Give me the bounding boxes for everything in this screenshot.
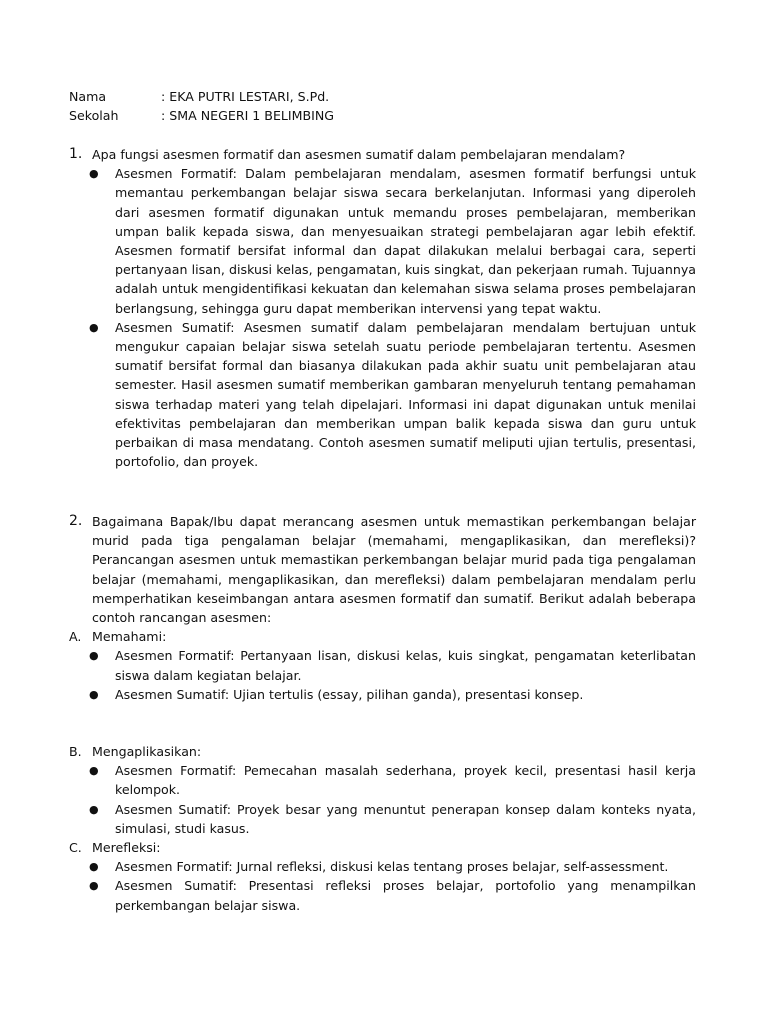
bullet-icon: ● — [89, 320, 99, 334]
school-row — [69, 106, 334, 125]
question-1 — [69, 145, 696, 471]
bullet-list — [89, 761, 696, 838]
bullet-icon: ● — [89, 649, 99, 663]
list-item — [89, 857, 696, 876]
bullet-text: Asesmen Sumatif: Asesmen sumatif dalam pembelajaran mendalam bertujuan untuk mengukur capaian belajar siswa setelah suatu periode pembelajaran tertentu. Asesmen sumatif bersifat formal dan biasanya dilakukan pada akhir suatu unit pembelajaran atau semester. Hasil asesmen sumatif memberikan gambaran menyeluruh tentang pemahaman siswa terhadap materi yang telah dipelajari. Informasi ini dapat digunakan untuk menilai efektivitas pembelajaran dan memberikan umpan balik kepada siswa dan guru untuk perbaikan di masa mendatang. Contoh asesmen sumatif meliputi ujian tertulis, presentasi, portofolio, dan proyek. — [115, 319, 696, 470]
list-item — [89, 761, 696, 799]
section-a — [69, 627, 696, 704]
question-text: Bagaimana Bapak/Ibu dapat merancang asesmen untuk memastikan perkembangan belajar murid pada tiga pengalaman belajar (memahami, mengaplikasikan, dan merefleksi)? Perancangan asesmen untuk memastikan perkembangan belajar murid pada tiga pengalaman belajar (memahami, mengaplikasikan, dan merefleksi) dalam pembelajaran mendalam perlu memperhatikan keseimbangan antara asesmen formatif dan sumatif. Berikut adalah beberapa contoh rancangan asesmen: — [92, 514, 696, 626]
bullet-icon: ● — [89, 687, 99, 701]
list-item — [89, 876, 696, 914]
section-title: Merefleksi: — [92, 840, 161, 856]
school-label: Sekolah — [69, 108, 119, 124]
bullet-text: Asesmen Formatif: Jurnal refleksi, diskusi kelas tentang proses belajar, self-assessment. — [115, 859, 669, 875]
name-label: Nama — [69, 89, 107, 104]
name-value: : EKA PUTRI LESTARI, S.Pd. — [161, 89, 330, 104]
list-item — [89, 318, 696, 472]
question-number: 2. — [69, 513, 83, 529]
bullet-icon: ● — [89, 860, 99, 874]
list-item — [89, 646, 696, 684]
bullet-text: Asesmen Sumatif: Ujian tertulis (essay, pilihan ganda), presentasi konsep. — [115, 686, 584, 702]
bullet-list — [89, 857, 696, 915]
bullet-text: Asesmen Sumatif: Proyek besar yang menuntut penerapan konsep dalam konteks nyata, simulasi, studi kasus. — [115, 801, 696, 836]
section-c — [69, 838, 696, 915]
list-item — [89, 800, 696, 838]
bullet-list — [89, 164, 696, 471]
name-row — [69, 87, 334, 106]
list-item — [89, 685, 696, 704]
bullet-text: Asesmen Sumatif: Presentasi refleksi proses belajar, portofolio yang menampilkan perkembangan belajar siswa. — [115, 878, 696, 913]
bullet-text: Asesmen Formatif: Dalam pembelajaran mendalam, asesmen formatif berfungsi untuk memantau perkembangan belajar siswa secara berkelanjutan. Informasi yang diperoleh dari asesmen formatif digunakan untuk memandu proses pembelajaran, memberikan umpan balik kepada siswa, dan menyesuaikan strategi pembelajaran agar lebih efektif. Asesmen formatif bersifat informal dan dapat dilakukan melalui berbagai cara, seperti pertanyaan lisan, diskusi kelas, pengamatan, kuis singkat, dan pekerjaan rumah. Tujuannya adalah untuk mengidentifikasi kekuatan dan kelemahan siswa selama proses pembelajaran berlangsung, sehingga guru dapat memberikan intervensi yang tepat waktu. — [115, 166, 696, 316]
section-b — [69, 742, 696, 838]
bullet-text: Asesmen Formatif: Pemecahan masalah sederhana, proyek kecil, presentasi hasil kerja kelompok. — [115, 763, 696, 798]
bullet-text: Asesmen Formatif: Pertanyaan lisan, diskusi kelas, kuis singkat, pengamatan keterlibatan siswa dalam kegiatan belajar. — [115, 648, 696, 683]
question-2 — [69, 512, 696, 915]
bullet-icon: ● — [89, 167, 99, 181]
section-letter: B. — [69, 744, 82, 760]
list-item — [89, 164, 696, 318]
bullet-icon: ● — [89, 879, 99, 893]
bullet-icon: ● — [89, 802, 99, 816]
bullet-list — [89, 646, 696, 704]
question-number: 1. — [69, 146, 83, 162]
section-title: Memahami: — [92, 629, 167, 645]
section-letter: A. — [69, 629, 82, 645]
question-text: Apa fungsi asesmen formatif dan asesmen sumatif dalam pembelajaran mendalam? — [92, 147, 626, 162]
section-letter: C. — [69, 840, 82, 856]
bullet-icon: ● — [89, 764, 99, 778]
identity-header — [69, 87, 334, 125]
section-title: Mengaplikasikan: — [92, 744, 202, 760]
school-value: : SMA NEGERI 1 BELIMBING — [161, 108, 335, 124]
